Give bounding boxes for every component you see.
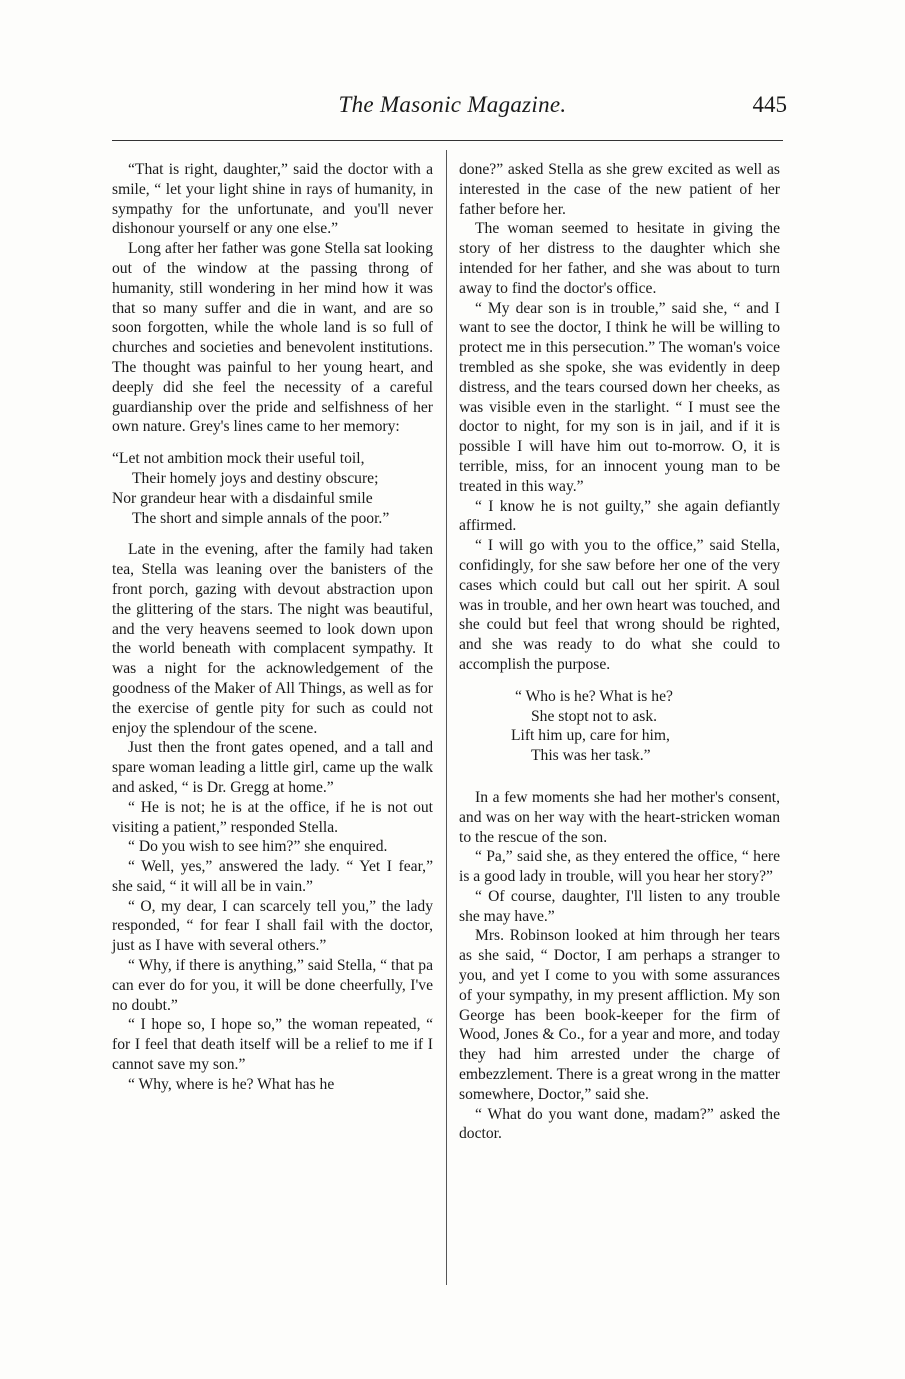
paragraph: Mrs. Robinson looked at him through her tears as she said, “ Doctor, I am perhaps a stranger to you, and yet I come to you with some assurances of your sympathy, in my present affliction. My son George has been book-keeper for the firm of Wood, Jones & Co., for a year and more, and today they had him arrested under the charge of embezzlement. There is a great wrong in the matter somewhere, Doctor,” said she.	[459, 927, 780, 1103]
paragraph: In a few moments she had her mother's consent, and was on her way with the heart-stricken woman to the rescue of the son.	[459, 788, 780, 846]
page-number: 445	[752, 92, 787, 117]
paragraph: done?” asked Stella as she grew excited as well as interested in the case of the new patient of her father before her.	[459, 161, 780, 218]
paragraph: “ I hope so, I hope so,” the woman repeated, “ for I feel that death itself will be a relief to me if I cannot save my son.”	[112, 1016, 433, 1074]
paragraph: “ I know he is not guilty,” she again defiantly affirmed.	[459, 497, 780, 535]
paragraph: “ I will go with you to the office,” said Stella, confidingly, for she saw before her one of the very cases which could but call out her spirit. A soul was in trouble, and her own heart was touched, and she could but feel that wrong should be righted, and she was ready to do what she could to accomplish the purpose.	[459, 537, 780, 673]
column-divider	[446, 150, 447, 1285]
verse-quote	[459, 687, 780, 766]
spacer	[459, 780, 780, 788]
paragraph: “ O, my dear, I can scarcely tell you,” the lady responded, “ for fear I shall fail with the doctor, just as I have with several others.”	[112, 897, 433, 955]
verse-line: Lift him up, care for him,	[511, 727, 670, 745]
paragraph: “ My dear son is in trouble,” said she, “ and I want to see the doctor, I think he will be willing to protect me in this persecution.” The woman's voice trembled as she spoke, she was evidently in deep distress, and the tears coursed down her cheeks, as was visible even in the starlight. “ I must see the doctor to night, for my son is in jail, and if it is possible I will have him out to-morrow. O, it is terrible, miss, for an innocent young man to be treated in this way.”	[459, 299, 780, 495]
verse-quote	[112, 449, 433, 528]
verse-line: She stopt not to ask.	[531, 707, 658, 725]
verse-line: “ Who is he? What is he?	[515, 687, 673, 705]
verse-line: Nor grandeur hear with a disdainful smile	[112, 489, 373, 507]
verse-line: The short and simple annals of the poor.”	[132, 509, 390, 527]
verse-line: “Let not ambition mock their useful toil,	[112, 450, 365, 468]
page-header	[0, 88, 905, 128]
paragraph: Late in the evening, after the family had taken tea, Stella was leaning over the banisters of the front porch, gazing with devout abstraction upon the glittering of the stars. The night was beautiful, and the very heavens seemed to look down upon the world beneath with complacent sympathy. It was a night for the acknowledgement of the goodness of the Maker of All Things, as well as for the exercise of gentle pity for such as could not enjoy the splendour of the scene.	[112, 541, 433, 737]
paragraph: “That is right, daughter,” said the doctor with a smile, “ let your light shine in rays of humanity, in sympathy for the unfortunate, and you'll never dishonour yourself or any one else.”	[112, 161, 433, 238]
paragraph: “ Do you wish to see him?” she enquired.	[128, 838, 388, 856]
left-column	[112, 160, 433, 1095]
paragraph: “ What do you want done, madam?” asked the doctor.	[459, 1105, 780, 1143]
paragraph: “ Why, if there is anything,” said Stella, “ that pa can ever do for you, it will be done cheerfully, I've no doubt.”	[112, 957, 433, 1014]
paragraph: “ Pa,” said she, as they entered the office, “ here is a good lady in trouble, will you hear her story?”	[459, 848, 780, 886]
paragraph: “ Well, yes,” answered the lady. “ Yet I fear,” she said, “ it will all be in vain.”	[112, 858, 433, 895]
running-title: The Masonic Magazine.	[338, 92, 567, 117]
paragraph: The woman seemed to hesitate in giving the story of her distress to the daughter which she intended for her father, and she was about to turn away to find the doctor's office.	[459, 220, 780, 297]
paragraph: “ He is not; he is at the office, if he is not out visiting a patient,” responded Stella.	[112, 798, 433, 836]
paragraph: Just then the front gates opened, and a tall and spare woman leading a little girl, came up the walk and asked, “ is Dr. Gregg at home.”	[112, 739, 433, 796]
right-column	[459, 160, 780, 1144]
paragraph: “ Why, where is he? What has he	[128, 1075, 335, 1093]
paragraph: “ Of course, daughter, I'll listen to any trouble she may have.”	[459, 887, 780, 925]
verse-line: Their homely joys and destiny obscure;	[132, 469, 379, 487]
paragraph: Long after her father was gone Stella sat looking out of the window at the passing throng of humanity, still wondering in her mind how it was that so many suffer and die in want, and are so soon forgotten, while the whole land is so full of churches and societies and benevolent institutions. The thought was painful to her young heart, and deeply did she feel the necessity of a careful guardianship over the pride and selfishness of her own nature. Grey's lines came to her memory:	[112, 240, 433, 436]
header-rule	[112, 140, 783, 141]
verse-line: This was her task.”	[531, 747, 651, 765]
